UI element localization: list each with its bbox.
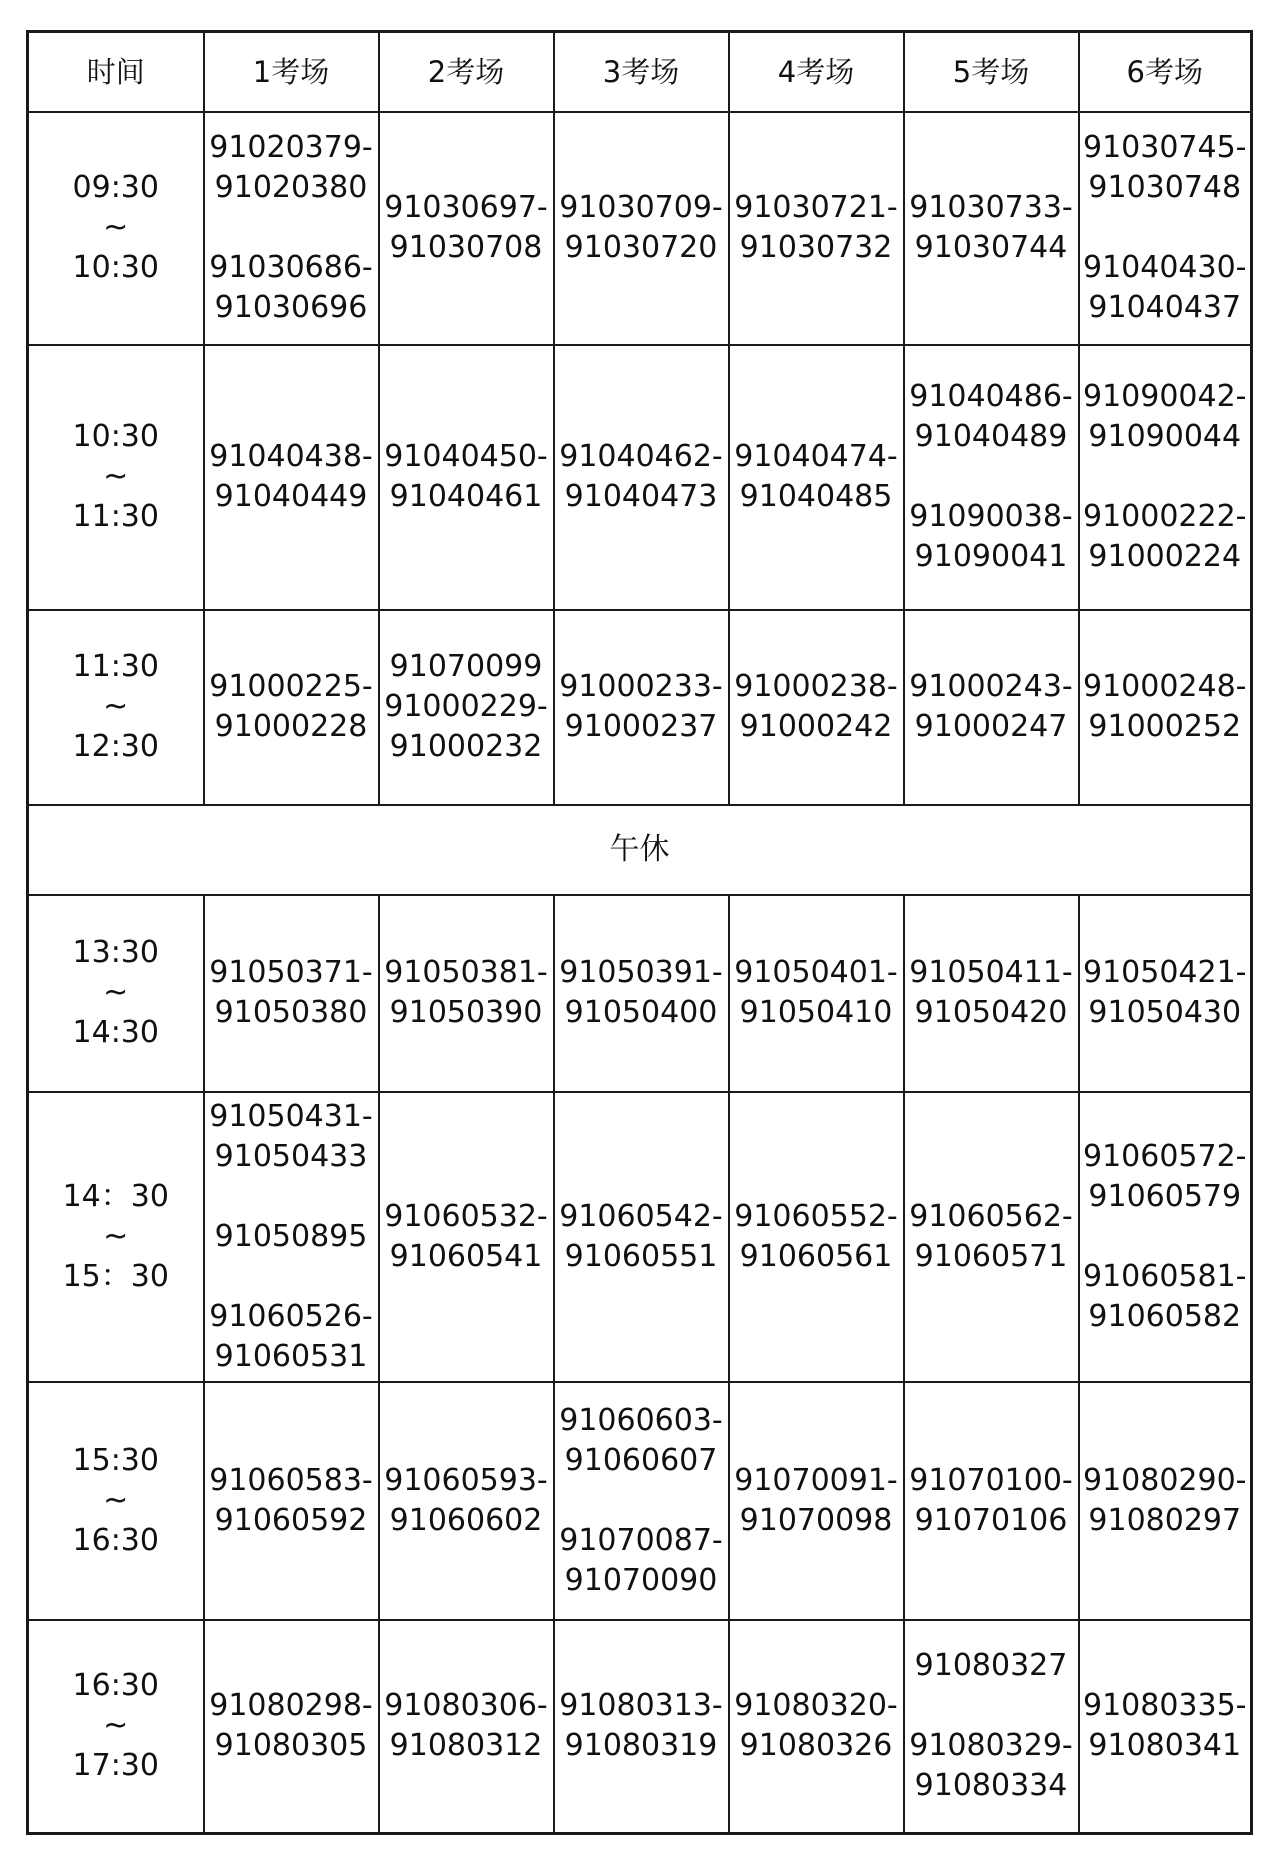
candidate-number: 91060582 [1088,1298,1242,1334]
candidate-number: 91050381- [384,955,548,990]
candidate-number: 91050371- [209,955,373,990]
candidate-number: 91000233- [559,669,723,704]
candidate-number: 91080320- [734,1688,898,1724]
candidate-number: 91080334 [914,1768,1068,1804]
time-start: 10:30 [72,419,159,454]
candidate-number: 91000228 [214,709,368,744]
time-separator: ~ [103,1708,129,1744]
time-start: 15:30 [72,1442,159,1478]
time-separator: ~ [103,975,129,1010]
group-spacer [205,1177,378,1217]
room-cell [554,1382,729,1620]
candidate-number: 91060552- [734,1198,898,1234]
time-start: 16:30 [72,1668,159,1704]
header-room-3: 3考场 [554,32,729,112]
candidate-number: 91060579 [1088,1178,1242,1214]
room-cell [1079,610,1252,805]
room-cell [379,610,554,805]
schedule-row [28,345,1252,610]
time-slot [28,112,204,345]
candidate-number: 91080327 [914,1648,1068,1684]
candidate-number: 91040437 [1088,290,1242,325]
lunch-break-label: 午休 [28,805,1252,895]
room-cell [554,1620,729,1834]
candidate-number: 91090044 [1088,419,1242,454]
candidate-number: 91080297 [1088,1502,1242,1538]
room-cell [379,1382,554,1620]
candidate-number: 91080312 [389,1728,543,1764]
room-cell [729,112,904,345]
room-cell [729,895,904,1092]
candidate-number: 91070098 [739,1502,893,1538]
time-slot [28,610,204,805]
candidate-number: 91000224 [1088,539,1242,574]
candidate-number: 91000229- [384,689,548,724]
candidate-number: 91040486- [909,379,1073,414]
candidate-number: 91050895 [214,1218,368,1254]
candidate-number: 91050433 [214,1138,368,1174]
candidate-number: 91030721- [734,190,898,225]
time-end: 12:30 [72,729,159,764]
candidate-number: 91070100- [909,1462,1073,1498]
room-cell [204,112,379,345]
candidate-number: 91050420 [914,995,1068,1030]
room-cell [204,895,379,1092]
candidate-number: 91030744 [914,230,1068,265]
room-cell [1079,1382,1252,1620]
group-spacer [905,1686,1078,1726]
candidate-number: 91040449 [214,479,368,514]
candidate-number: 91000252 [1088,709,1242,744]
candidate-number: 91080290- [1082,1462,1247,1498]
candidate-number: 91000225- [209,669,373,704]
candidate-number: 91000243- [909,669,1073,704]
candidate-number: 91040485 [739,479,893,514]
candidate-number: 91000242 [739,709,893,744]
room-cell [904,610,1079,805]
candidate-number: 91060603- [559,1402,723,1438]
time-separator: ~ [103,689,129,724]
time-slot [28,345,204,610]
candidate-number: 91050400 [564,995,718,1030]
candidate-number: 91080329- [909,1728,1073,1764]
room-cell [204,1382,379,1620]
room-cell [379,345,554,610]
candidate-number: 91070090 [564,1562,718,1598]
candidate-number: 91060592 [214,1502,368,1538]
header-room-2: 2考场 [379,32,554,112]
candidate-number: 91090042- [1082,379,1247,414]
candidate-number: 91070099 [389,649,543,684]
candidate-number: 91080306- [384,1688,548,1724]
room-cell [1079,1620,1252,1834]
group-spacer [555,1481,728,1521]
group-spacer [1080,208,1251,248]
candidate-number: 91080298- [209,1688,373,1724]
candidate-number: 91060593- [384,1462,548,1498]
room-cell [904,895,1079,1092]
time-end: 10:30 [72,250,159,285]
candidate-number: 91060531 [214,1338,368,1374]
group-spacer [1080,457,1251,497]
room-cell [1079,1092,1252,1382]
room-cell [904,345,1079,610]
room-cell [204,1620,379,1834]
candidate-number: 91000237 [564,709,718,744]
room-cell [379,1092,554,1382]
candidate-number: 91070091- [734,1462,898,1498]
candidate-number: 91060562- [909,1198,1073,1234]
candidate-number: 91050411- [909,955,1073,990]
schedule-row [28,112,1252,345]
candidate-number: 91060607 [564,1442,718,1478]
time-separator: ~ [103,1482,129,1518]
candidate-number: 91050431- [209,1098,373,1134]
candidate-number: 91000232 [389,729,543,764]
candidate-number: 91060541 [389,1238,543,1274]
group-spacer [205,208,378,248]
schedule-row [28,610,1252,805]
candidate-number: 91030708 [389,230,543,265]
header-room-4: 4考场 [729,32,904,112]
candidate-number: 91060602 [389,1502,543,1538]
header-room-5: 5考场 [904,32,1079,112]
room-cell [554,1092,729,1382]
room-cell [729,1382,904,1620]
time-separator: ~ [103,1218,129,1254]
candidate-number: 91030686- [209,250,373,285]
time-slot [28,1092,204,1382]
room-cell [379,895,554,1092]
room-cell [1079,895,1252,1092]
room-cell [729,610,904,805]
candidate-number: 91060572- [1082,1138,1247,1174]
candidate-number: 91020379- [209,130,373,165]
candidate-number: 91030720 [564,230,718,265]
header-row [28,32,1252,112]
candidate-number: 91080313- [559,1688,723,1724]
group-spacer [905,457,1078,497]
room-cell [729,1092,904,1382]
room-cell [204,345,379,610]
time-start: 14：30 [62,1178,169,1214]
time-end: 15：30 [62,1258,169,1294]
candidate-number: 91050391- [559,955,723,990]
candidate-number: 91080319 [564,1728,718,1764]
room-cell [554,895,729,1092]
candidate-number: 91050401- [734,955,898,990]
candidate-number: 91050421- [1082,955,1247,990]
candidate-number: 91040462- [559,439,723,474]
candidate-number: 91060561 [739,1238,893,1274]
candidate-number: 91020380 [214,170,368,205]
candidate-number: 91000247 [914,709,1068,744]
time-slot [28,895,204,1092]
candidate-number: 91030733- [909,190,1073,225]
candidate-number: 91070106 [914,1502,1068,1538]
room-cell [379,1620,554,1834]
time-slot [28,1620,204,1834]
candidate-number: 91040474- [734,439,898,474]
candidate-number: 91070087- [559,1522,723,1558]
time-separator: ~ [103,210,129,245]
candidate-number: 91060526- [209,1298,373,1334]
candidate-number: 91030697- [384,190,548,225]
candidate-number: 91040461 [389,479,543,514]
candidate-number: 91000238- [734,669,898,704]
candidate-number: 91030745- [1082,130,1247,165]
room-cell [904,1092,1079,1382]
time-end: 14:30 [72,1015,159,1050]
room-cell [729,345,904,610]
candidate-number: 91050390 [389,995,543,1030]
group-spacer [205,1257,378,1297]
candidate-number: 91090041 [914,539,1068,574]
schedule-row [28,895,1252,1092]
header-room-6: 6考场 [1079,32,1252,112]
candidate-number: 91030732 [739,230,893,265]
candidate-number: 91030709- [559,190,723,225]
candidate-number: 91080305 [214,1728,368,1764]
time-end: 11:30 [72,499,159,534]
schedule-row [28,1620,1252,1834]
candidate-number: 91080341 [1088,1728,1242,1764]
candidate-number: 91060571 [914,1238,1068,1274]
schedule-row [28,1382,1252,1620]
candidate-number: 91040450- [384,439,548,474]
header-room-1: 1考场 [204,32,379,112]
room-cell [554,610,729,805]
candidate-number: 91060532- [384,1198,548,1234]
candidate-number: 91060583- [209,1462,373,1498]
candidate-number: 91080335- [1082,1688,1247,1724]
room-cell [204,610,379,805]
schedule-row [28,1092,1252,1382]
room-cell [904,112,1079,345]
candidate-number: 91090038- [909,499,1073,534]
time-start: 09:30 [72,170,159,205]
time-end: 16:30 [72,1522,159,1558]
room-cell [204,1092,379,1382]
candidate-number: 91080326 [739,1728,893,1764]
candidate-number: 91000248- [1082,669,1247,704]
header-time: 时间 [28,32,204,112]
candidate-number: 91050430 [1088,995,1242,1030]
candidate-number: 91050380 [214,995,368,1030]
room-cell [1079,112,1252,345]
candidate-number: 91040489 [914,419,1068,454]
room-cell [379,112,554,345]
candidate-number: 91040438- [209,439,373,474]
time-start: 13:30 [72,935,159,970]
time-slot [28,1382,204,1620]
room-cell [904,1382,1079,1620]
time-start: 11:30 [72,649,159,684]
candidate-number: 91060542- [559,1198,723,1234]
room-cell [1079,345,1252,610]
candidate-number: 91050410 [739,995,893,1030]
candidate-number: 91060551 [564,1238,718,1274]
room-cell [729,1620,904,1834]
candidate-number: 91040430- [1082,250,1247,285]
time-separator: ~ [103,459,129,494]
exam-schedule-table [26,30,1253,1835]
candidate-number: 91000222- [1082,499,1247,534]
candidate-number: 91030748 [1088,170,1242,205]
candidate-number: 91030696 [214,290,368,325]
room-cell [554,345,729,610]
time-end: 17:30 [72,1748,159,1784]
lunch-break-row [28,805,1252,895]
candidate-number: 91040473 [564,479,718,514]
room-cell [554,112,729,345]
room-cell [904,1620,1079,1834]
candidate-number: 91060581- [1082,1258,1247,1294]
group-spacer [1080,1217,1251,1257]
